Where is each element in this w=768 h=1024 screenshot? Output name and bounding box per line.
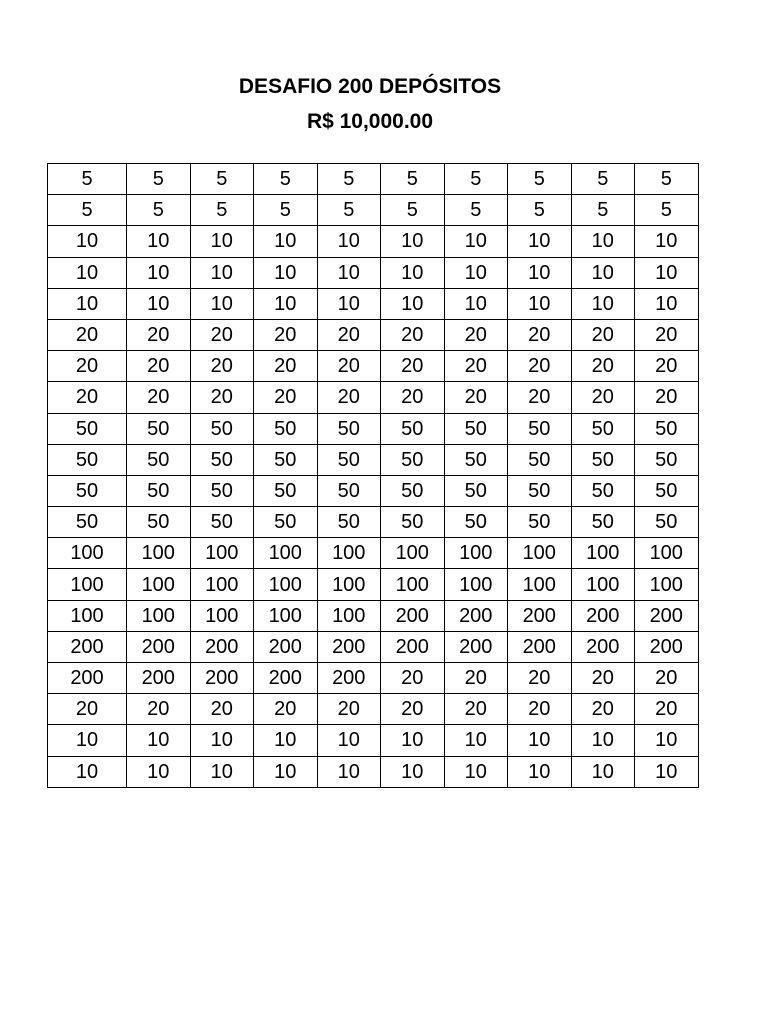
table-cell: 5 xyxy=(48,195,127,226)
table-cell: 10 xyxy=(444,226,508,257)
table-cell: 200 xyxy=(254,663,318,694)
table-cell: 50 xyxy=(127,507,191,538)
table-cell: 10 xyxy=(127,725,191,756)
table-cell: 50 xyxy=(571,413,635,444)
table-row xyxy=(48,444,699,475)
table-cell: 10 xyxy=(571,288,635,319)
table-cell: 20 xyxy=(635,382,699,413)
table-cell: 20 xyxy=(444,319,508,350)
table-cell: 10 xyxy=(635,725,699,756)
table-cell: 20 xyxy=(444,382,508,413)
table-cell: 5 xyxy=(190,164,254,195)
table-row xyxy=(48,288,699,319)
table-cell: 200 xyxy=(127,663,191,694)
table-cell: 50 xyxy=(444,475,508,506)
table-cell: 10 xyxy=(190,725,254,756)
deposit-table xyxy=(47,163,699,788)
table-cell: 5 xyxy=(381,195,445,226)
table-cell: 100 xyxy=(190,600,254,631)
table-cell: 10 xyxy=(190,226,254,257)
table-row xyxy=(48,382,699,413)
table-cell: 50 xyxy=(571,475,635,506)
table-cell: 50 xyxy=(635,444,699,475)
table-cell: 10 xyxy=(508,226,572,257)
table-cell: 200 xyxy=(190,663,254,694)
table-cell: 50 xyxy=(127,475,191,506)
table-row xyxy=(48,164,699,195)
table-cell: 50 xyxy=(48,444,127,475)
table-cell: 10 xyxy=(190,288,254,319)
table-cell: 20 xyxy=(381,319,445,350)
table-cell: 100 xyxy=(635,569,699,600)
table-cell: 10 xyxy=(381,257,445,288)
table-cell: 50 xyxy=(381,413,445,444)
table-cell: 20 xyxy=(571,382,635,413)
table-cell: 10 xyxy=(635,226,699,257)
table-cell: 10 xyxy=(381,756,445,787)
table-row xyxy=(48,413,699,444)
table-cell: 100 xyxy=(317,538,381,569)
table-row xyxy=(48,475,699,506)
table-row xyxy=(48,663,699,694)
table-cell: 50 xyxy=(254,475,318,506)
table-cell: 20 xyxy=(317,694,381,725)
table-cell: 20 xyxy=(254,694,318,725)
table-cell: 10 xyxy=(317,257,381,288)
table-cell: 100 xyxy=(571,538,635,569)
table-cell: 100 xyxy=(508,569,572,600)
table-cell: 5 xyxy=(48,164,127,195)
table-cell: 50 xyxy=(317,413,381,444)
table-cell: 50 xyxy=(48,475,127,506)
table-row xyxy=(48,351,699,382)
table-cell: 50 xyxy=(444,444,508,475)
table-cell: 50 xyxy=(48,413,127,444)
table-cell: 50 xyxy=(571,507,635,538)
table-cell: 50 xyxy=(190,475,254,506)
table-cell: 20 xyxy=(381,382,445,413)
table-cell: 20 xyxy=(317,351,381,382)
table-cell: 50 xyxy=(317,507,381,538)
table-cell: 50 xyxy=(254,507,318,538)
table-cell: 20 xyxy=(381,694,445,725)
table-cell: 20 xyxy=(444,694,508,725)
table-cell: 10 xyxy=(254,756,318,787)
table-cell: 5 xyxy=(254,195,318,226)
table-cell: 10 xyxy=(317,288,381,319)
table-cell: 50 xyxy=(444,507,508,538)
table-cell: 20 xyxy=(508,319,572,350)
document-title: DESAFIO 200 DEPÓSITOS xyxy=(238,75,502,98)
table-cell: 20 xyxy=(190,351,254,382)
table-cell: 200 xyxy=(190,631,254,662)
table-cell: 100 xyxy=(127,569,191,600)
table-cell: 5 xyxy=(635,195,699,226)
table-cell: 50 xyxy=(254,413,318,444)
table-cell: 50 xyxy=(190,444,254,475)
table-cell: 5 xyxy=(317,164,381,195)
table-cell: 10 xyxy=(254,226,318,257)
table-cell: 50 xyxy=(635,475,699,506)
table-cell: 20 xyxy=(635,319,699,350)
table-cell: 5 xyxy=(508,164,572,195)
table-cell: 50 xyxy=(508,444,572,475)
table-cell: 50 xyxy=(48,507,127,538)
table-cell: 100 xyxy=(317,569,381,600)
table-cell: 50 xyxy=(127,444,191,475)
table-cell: 50 xyxy=(444,413,508,444)
table-row xyxy=(48,257,699,288)
table-cell: 50 xyxy=(635,507,699,538)
table-cell: 5 xyxy=(635,164,699,195)
table-row xyxy=(48,538,699,569)
table-cell: 20 xyxy=(635,351,699,382)
table-row xyxy=(48,631,699,662)
table-row xyxy=(48,569,699,600)
table-cell: 10 xyxy=(635,288,699,319)
table-cell: 200 xyxy=(571,631,635,662)
table-cell: 100 xyxy=(317,600,381,631)
table-cell: 200 xyxy=(508,631,572,662)
table-row xyxy=(48,600,699,631)
table-cell: 10 xyxy=(635,756,699,787)
table-cell: 5 xyxy=(190,195,254,226)
table-cell: 100 xyxy=(48,538,127,569)
table-cell: 10 xyxy=(127,226,191,257)
table-cell: 20 xyxy=(571,319,635,350)
table-cell: 20 xyxy=(508,694,572,725)
table-cell: 20 xyxy=(508,351,572,382)
table-cell: 10 xyxy=(48,725,127,756)
table-cell: 200 xyxy=(508,600,572,631)
table-cell: 10 xyxy=(127,257,191,288)
table-cell: 200 xyxy=(381,631,445,662)
table-cell: 5 xyxy=(508,195,572,226)
table-cell: 20 xyxy=(381,663,445,694)
table-cell: 5 xyxy=(127,195,191,226)
table-cell: 100 xyxy=(127,538,191,569)
table-cell: 10 xyxy=(381,226,445,257)
table-cell: 10 xyxy=(571,226,635,257)
table-cell: 50 xyxy=(381,507,445,538)
table-cell: 20 xyxy=(508,382,572,413)
table-cell: 20 xyxy=(127,351,191,382)
table-cell: 20 xyxy=(48,382,127,413)
table-cell: 10 xyxy=(571,257,635,288)
table-cell: 10 xyxy=(254,288,318,319)
table-cell: 50 xyxy=(381,444,445,475)
table-cell: 100 xyxy=(190,569,254,600)
table-cell: 10 xyxy=(317,756,381,787)
table-cell: 200 xyxy=(381,600,445,631)
table-cell: 20 xyxy=(317,382,381,413)
table-cell: 20 xyxy=(48,351,127,382)
table-cell: 10 xyxy=(254,257,318,288)
table-cell: 20 xyxy=(48,694,127,725)
table-cell: 10 xyxy=(317,725,381,756)
table-cell: 50 xyxy=(317,475,381,506)
table-cell: 100 xyxy=(190,538,254,569)
table-cell: 20 xyxy=(508,663,572,694)
table-cell: 200 xyxy=(317,631,381,662)
table-cell: 20 xyxy=(444,663,508,694)
table-cell: 10 xyxy=(48,756,127,787)
table-cell: 20 xyxy=(571,351,635,382)
table-cell: 5 xyxy=(317,195,381,226)
table-cell: 20 xyxy=(127,382,191,413)
table-cell: 100 xyxy=(48,569,127,600)
table-cell: 50 xyxy=(635,413,699,444)
table-cell: 200 xyxy=(444,600,508,631)
table-cell: 20 xyxy=(444,351,508,382)
table-row xyxy=(48,319,699,350)
table-cell: 200 xyxy=(444,631,508,662)
table-cell: 50 xyxy=(508,413,572,444)
table-cell: 10 xyxy=(254,725,318,756)
table-cell: 5 xyxy=(381,164,445,195)
table-cell: 100 xyxy=(635,538,699,569)
table-cell: 50 xyxy=(190,507,254,538)
table-cell: 100 xyxy=(127,600,191,631)
table-cell: 10 xyxy=(571,725,635,756)
table-cell: 100 xyxy=(48,600,127,631)
table-cell: 20 xyxy=(254,382,318,413)
table-cell: 5 xyxy=(254,164,318,195)
table-cell: 100 xyxy=(254,569,318,600)
table-cell: 5 xyxy=(571,195,635,226)
table-cell: 200 xyxy=(48,663,127,694)
table-cell: 10 xyxy=(48,257,127,288)
table-cell: 10 xyxy=(571,756,635,787)
table-cell: 20 xyxy=(190,382,254,413)
table-cell: 100 xyxy=(508,538,572,569)
table-cell: 5 xyxy=(444,164,508,195)
table-cell: 10 xyxy=(444,257,508,288)
table-cell: 10 xyxy=(127,756,191,787)
table-cell: 10 xyxy=(48,226,127,257)
table-cell: 5 xyxy=(127,164,191,195)
table-cell: 10 xyxy=(381,725,445,756)
table-cell: 20 xyxy=(381,351,445,382)
table-cell: 5 xyxy=(571,164,635,195)
table-cell: 100 xyxy=(444,538,508,569)
table-cell: 20 xyxy=(190,694,254,725)
table-cell: 10 xyxy=(317,226,381,257)
table-cell: 200 xyxy=(48,631,127,662)
table-cell: 50 xyxy=(571,444,635,475)
table-cell: 20 xyxy=(571,694,635,725)
table-cell: 10 xyxy=(635,257,699,288)
table-cell: 50 xyxy=(381,475,445,506)
table-row xyxy=(48,226,699,257)
table-cell: 10 xyxy=(508,756,572,787)
table-cell: 50 xyxy=(254,444,318,475)
table-cell: 100 xyxy=(381,538,445,569)
table-row xyxy=(48,507,699,538)
table-cell: 10 xyxy=(190,257,254,288)
table-cell: 10 xyxy=(190,756,254,787)
table-cell: 20 xyxy=(571,663,635,694)
table-cell: 100 xyxy=(254,538,318,569)
document-total: R$ 10,000.00 xyxy=(306,110,434,133)
table-cell: 20 xyxy=(317,319,381,350)
table-cell: 200 xyxy=(571,600,635,631)
table-row xyxy=(48,725,699,756)
table-cell: 200 xyxy=(635,631,699,662)
table-cell: 200 xyxy=(635,600,699,631)
table-cell: 10 xyxy=(508,288,572,319)
table-cell: 10 xyxy=(48,288,127,319)
table-cell: 100 xyxy=(571,569,635,600)
table-cell: 200 xyxy=(254,631,318,662)
table-cell: 100 xyxy=(254,600,318,631)
table-cell: 10 xyxy=(508,257,572,288)
table-cell: 10 xyxy=(444,756,508,787)
table-cell: 10 xyxy=(127,288,191,319)
table-row xyxy=(48,694,699,725)
table-cell: 20 xyxy=(190,319,254,350)
deposit-table-body xyxy=(48,164,699,788)
table-cell: 5 xyxy=(444,195,508,226)
table-cell: 50 xyxy=(317,444,381,475)
table-cell: 20 xyxy=(254,351,318,382)
table-cell: 50 xyxy=(508,475,572,506)
table-cell: 50 xyxy=(190,413,254,444)
table-cell: 200 xyxy=(127,631,191,662)
table-cell: 50 xyxy=(127,413,191,444)
table-cell: 20 xyxy=(635,663,699,694)
table-cell: 200 xyxy=(317,663,381,694)
table-cell: 10 xyxy=(381,288,445,319)
table-cell: 20 xyxy=(254,319,318,350)
table-cell: 20 xyxy=(127,694,191,725)
table-cell: 100 xyxy=(381,569,445,600)
table-row xyxy=(48,195,699,226)
table-cell: 20 xyxy=(48,319,127,350)
table-cell: 20 xyxy=(635,694,699,725)
table-cell: 10 xyxy=(444,288,508,319)
table-cell: 20 xyxy=(127,319,191,350)
table-row xyxy=(48,756,699,787)
table-cell: 50 xyxy=(508,507,572,538)
table-cell: 10 xyxy=(444,725,508,756)
table-cell: 100 xyxy=(444,569,508,600)
table-cell: 10 xyxy=(508,725,572,756)
